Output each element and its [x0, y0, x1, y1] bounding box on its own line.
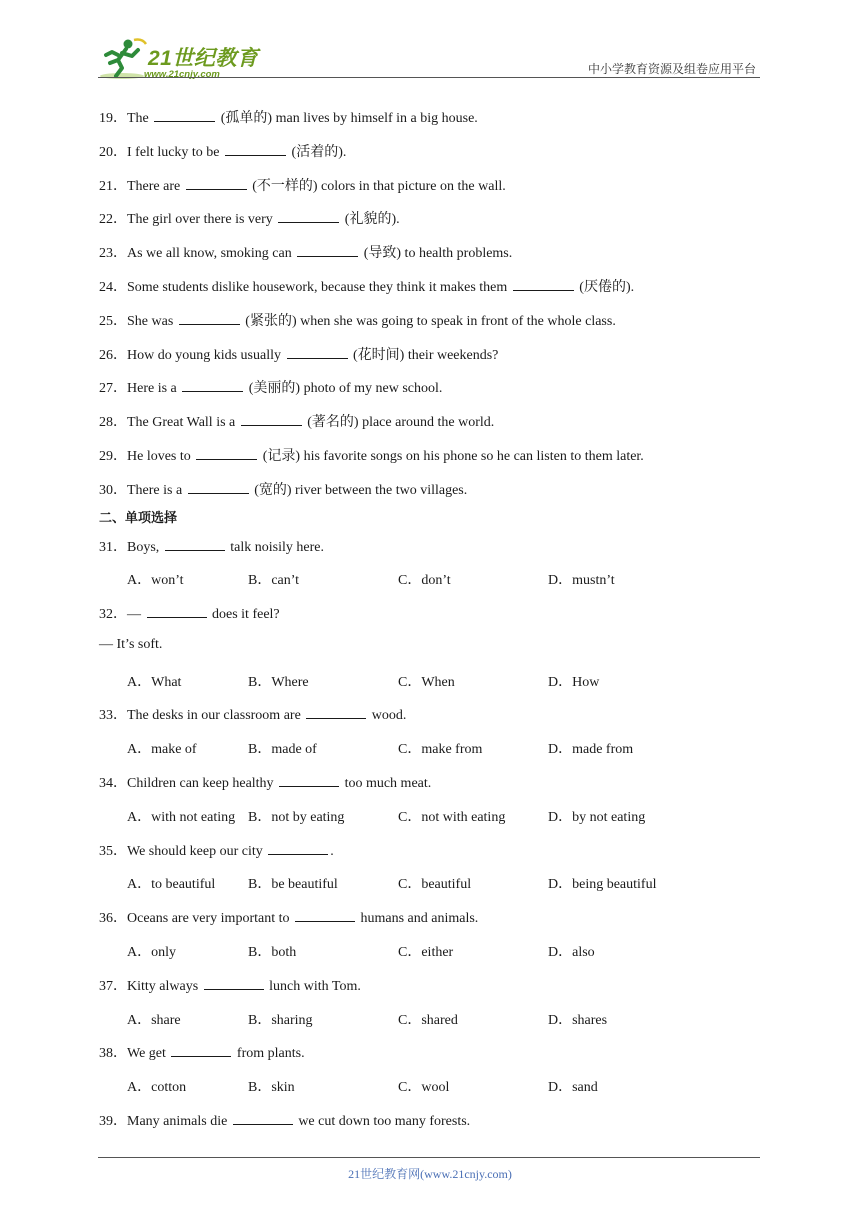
- question-39: [99, 1110, 470, 1130]
- option-a[interactable]: A．to beautiful: [127, 877, 216, 892]
- question-number: 35．: [99, 844, 127, 859]
- question-text-before: How do young kids usually: [127, 348, 281, 363]
- question-31: [99, 536, 324, 556]
- question-text-before: She was: [127, 314, 174, 329]
- question-number: 37．: [99, 979, 127, 994]
- answer-blank[interactable]: [182, 379, 243, 392]
- option-c[interactable]: C．don’t: [398, 573, 451, 588]
- question-text-before: We get: [127, 1046, 166, 1061]
- section-title: 二、单项选择: [99, 511, 178, 526]
- question-text-before: The desks in our classroom are: [127, 708, 301, 723]
- question-number: 39．: [99, 1114, 127, 1129]
- option-a[interactable]: A．with not eating: [127, 810, 236, 825]
- question-text-after: (导致) to health problems.: [363, 246, 513, 261]
- answer-blank[interactable]: [179, 312, 240, 325]
- answer-blank[interactable]: [295, 909, 355, 922]
- answer-blank[interactable]: [225, 143, 286, 156]
- question-text-after: wood.: [371, 708, 407, 723]
- answer-blank[interactable]: [165, 538, 225, 551]
- question-34: [99, 772, 431, 792]
- footer-divider: [98, 1157, 760, 1158]
- question-number: 34．: [99, 776, 127, 791]
- question-number: 22．: [99, 212, 127, 227]
- question-text-before: There are: [127, 179, 181, 194]
- option-c[interactable]: C．beautiful: [398, 877, 472, 892]
- option-d[interactable]: D．shares: [548, 1013, 608, 1028]
- answer-blank[interactable]: [147, 605, 207, 618]
- question-28: [99, 411, 494, 431]
- question-text-before: As we all know, smoking can: [127, 246, 292, 261]
- logo-url-text: www.21cnjy.com: [144, 69, 220, 80]
- option-a[interactable]: A．make of: [127, 742, 197, 757]
- option-a[interactable]: A．won’t: [127, 573, 184, 588]
- question-text-after: too much meat.: [344, 776, 432, 791]
- answer-blank[interactable]: [513, 278, 574, 291]
- question-37: [99, 975, 361, 995]
- question-text-after: (宽的) river between the two villages.: [254, 483, 468, 498]
- answer-blank[interactable]: [241, 413, 302, 426]
- answer-blank[interactable]: [196, 447, 257, 460]
- option-d[interactable]: D．also: [548, 945, 595, 960]
- question-text-before: We should keep our city: [127, 844, 263, 859]
- question-number: 26．: [99, 348, 127, 363]
- option-d[interactable]: D．being beautiful: [548, 877, 657, 892]
- question-text-before: Many animals die: [127, 1114, 228, 1129]
- answer-blank[interactable]: [233, 1112, 293, 1125]
- answer-blank[interactable]: [287, 346, 348, 359]
- answer-blank[interactable]: [186, 177, 247, 190]
- question-27: [99, 377, 442, 397]
- question-number: 38．: [99, 1046, 127, 1061]
- option-b[interactable]: B．both: [248, 945, 297, 960]
- question-text-before: Children can keep healthy: [127, 776, 274, 791]
- question-text-before: There is a: [127, 483, 183, 498]
- question-number: 24．: [99, 280, 127, 295]
- answer-blank[interactable]: [154, 109, 215, 122]
- question-text-after: (孤单的) man lives by himself in a big house.: [220, 111, 478, 126]
- question-text-before: I felt lucky to be: [127, 145, 220, 160]
- option-b[interactable]: B．made of: [248, 742, 317, 757]
- runner-logo-icon: [98, 36, 148, 80]
- option-a[interactable]: A．cotton: [127, 1080, 187, 1095]
- question-text-before: He loves to: [127, 449, 191, 464]
- option-b[interactable]: B．be beautiful: [248, 877, 338, 892]
- question-number: 30．: [99, 483, 127, 498]
- answer-blank[interactable]: [278, 210, 339, 223]
- platform-name: 中小学教育资源及组卷应用平台: [587, 62, 756, 76]
- question-number: 28．: [99, 415, 127, 430]
- question-text-before: The girl over there is very: [127, 212, 273, 227]
- question-text-after: talk noisily here.: [230, 540, 324, 555]
- option-d[interactable]: D．How: [548, 675, 600, 690]
- answer-blank[interactable]: [279, 774, 339, 787]
- answer-blank[interactable]: [306, 706, 366, 719]
- question-text-after: .: [330, 844, 334, 859]
- question-26: [99, 344, 498, 364]
- question-24: [99, 276, 634, 296]
- question-number: 36．: [99, 911, 127, 926]
- option-c[interactable]: C．not with eating: [398, 810, 506, 825]
- option-b[interactable]: B．skin: [248, 1080, 295, 1095]
- question-32-reply: — It’s soft.: [99, 637, 163, 652]
- question-text-before: Kitty always: [127, 979, 199, 994]
- option-a[interactable]: A．share: [127, 1013, 181, 1028]
- question-text-after: does it feel?: [212, 607, 280, 622]
- question-number: 20．: [99, 145, 127, 160]
- option-b[interactable]: B．can’t: [248, 573, 300, 588]
- question-33: [99, 704, 406, 724]
- question-number: 21．: [99, 179, 127, 194]
- option-b[interactable]: B．sharing: [248, 1013, 313, 1028]
- option-d[interactable]: D．by not eating: [548, 810, 646, 825]
- question-number: 29．: [99, 449, 127, 464]
- question-text-after: (花时间) their weekends?: [353, 348, 499, 363]
- question-text-before: Here is a: [127, 381, 177, 396]
- question-text-before: The Great Wall is a: [127, 415, 236, 430]
- option-d[interactable]: D．made from: [548, 742, 634, 757]
- header-divider: [98, 77, 760, 78]
- option-a[interactable]: A．only: [127, 945, 176, 960]
- question-number: 32．: [99, 607, 127, 622]
- answer-blank[interactable]: [204, 977, 264, 990]
- answer-blank[interactable]: [297, 244, 358, 257]
- option-c[interactable]: C．When: [398, 675, 455, 690]
- question-38: [99, 1042, 305, 1062]
- question-number: 19．: [99, 111, 127, 126]
- option-d[interactable]: D．sand: [548, 1080, 598, 1095]
- question-text-after: (厌倦的).: [579, 280, 635, 295]
- option-b[interactable]: B．Where: [248, 675, 309, 690]
- question-text-after: (活着的).: [291, 145, 347, 160]
- question-number: 25．: [99, 314, 127, 329]
- question-text-after: (美丽的) photo of my new school.: [248, 381, 443, 396]
- question-text-before: Some students dislike housework, because they think it makes them: [127, 280, 508, 295]
- question-19: [99, 107, 478, 127]
- question-number: 27．: [99, 381, 127, 396]
- question-text-before: Boys,: [127, 540, 160, 555]
- question-20: [99, 141, 346, 161]
- question-number: 31．: [99, 540, 127, 555]
- option-c[interactable]: C．either: [398, 945, 454, 960]
- question-25: [99, 310, 616, 330]
- footer-text: 21世纪教育网(www.21cnjy.com): [348, 1167, 512, 1181]
- option-a[interactable]: A．What: [127, 675, 182, 690]
- question-text-after: we cut down too many forests.: [298, 1114, 471, 1129]
- option-c[interactable]: C．wool: [398, 1080, 450, 1095]
- question-text-after: (不一样的) colors in that picture on the wall.: [252, 179, 506, 194]
- option-c[interactable]: C．shared: [398, 1013, 458, 1028]
- question-text-before: Oceans are very important to: [127, 911, 290, 926]
- question-text-before: The: [127, 111, 149, 126]
- question-30: [99, 479, 467, 499]
- option-d[interactable]: D．mustn’t: [548, 573, 615, 588]
- question-text-after: (礼貌的).: [344, 212, 400, 227]
- answer-blank[interactable]: [268, 842, 328, 855]
- site-logo: [98, 36, 268, 80]
- question-36: [99, 907, 478, 927]
- question-number: 23．: [99, 246, 127, 261]
- page-header: [98, 30, 760, 80]
- question-23: [99, 242, 512, 262]
- answer-blank[interactable]: [188, 481, 249, 494]
- question-number: 33．: [99, 708, 127, 723]
- option-b[interactable]: B．not by eating: [248, 810, 345, 825]
- question-21: [99, 175, 506, 195]
- question-text-after: (记录) his favorite songs on his phone so he can listen to them later.: [262, 449, 644, 464]
- option-c[interactable]: C．make from: [398, 742, 483, 757]
- answer-blank[interactable]: [171, 1044, 231, 1057]
- question-text-after: lunch with Tom.: [269, 979, 361, 994]
- question-text-after: humans and animals.: [360, 911, 479, 926]
- question-text-after: from plants.: [236, 1046, 305, 1061]
- question-35: [99, 840, 334, 860]
- question-text-after: (紧张的) when she was going to speak in front of the whole class.: [245, 314, 616, 329]
- logo-brand-text: 21世纪教育: [148, 47, 259, 70]
- question-22: [99, 208, 400, 228]
- question-29: [99, 445, 644, 465]
- question-text-before: —: [127, 607, 141, 622]
- question-text-after: (著名的) place around the world.: [307, 415, 495, 430]
- question-32: [99, 603, 280, 623]
